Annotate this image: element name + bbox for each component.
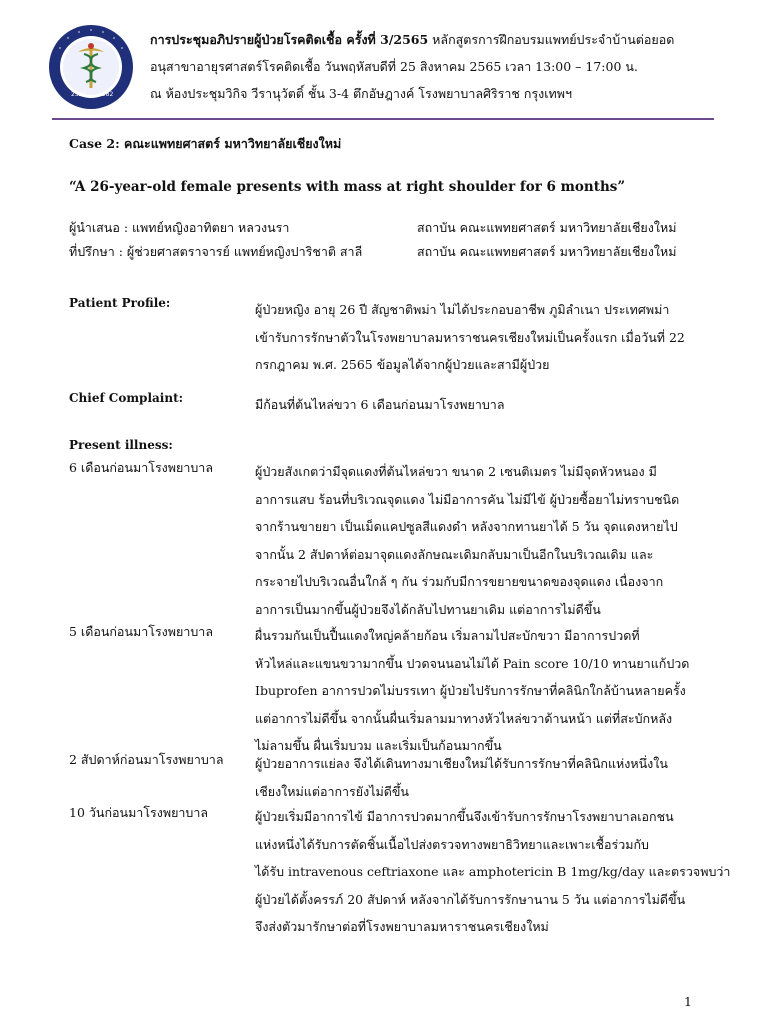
association-logo — [48, 24, 134, 110]
timeline-body — [255, 622, 705, 760]
chief-complaint-text: มีก้อนที่ต้นไหล่ขวา 6 เดือนก่อนมาโรงพยาบาล — [255, 397, 505, 412]
timeline-line: แห่งหนึ่งได้รับการตัดชิ้นเนื้อไปส่งตรวจทางพยาธิวิทยาและเพาะเชื้อร่วมกับ — [255, 836, 649, 852]
patient-profile-label: Patient Profile: — [69, 296, 171, 310]
timeline-line: หัวไหล่และแขนขวามากขึ้น ปวดจนนอนไม่ได้ Pain score 10/10 ทานยาแก้ปวด — [255, 655, 690, 671]
timeline-line: ผู้ป่วยเริ่มมีอาการไข้ มีอาการปวดมากขึ้นจึงเข้ารับการรักษาโรงพยาบาลเอกชน — [255, 809, 674, 824]
timeline-body — [255, 750, 705, 805]
timeline-label: 2 สัปดาห์ก่อนมาโรงพยาบาล — [69, 752, 224, 767]
header-line-1-rest: หลักสูตรการฝึกอบรมแพทย์ประจำบ้านต่อยอด — [428, 32, 675, 47]
patient-profile-line: เข้ารับการรักษาตัวในโรงพยาบาลมหาราชนครเชียงใหม่เป็นครั้งแรก เมื่อวันที่ 22 — [255, 329, 685, 345]
header-line-3: ณ ห้องประชุมวิกิจ วีรานุวัตติ์ ชั้น 3-4 ตึกอัษฎางค์ โรงพยาบาลศิริราช กรุงเทพฯ — [150, 86, 573, 101]
patient-profile-line: กรกฎาคม พ.ศ. 2565 ข้อมูลได้จากผู้ป่วยและสามีผู้ป่วย — [255, 357, 550, 372]
timeline-line: กระจายไปบริเวณอื่นใกล้ ๆ กัน ร่วมกับมีการขยายขนาดของจุดแดง เนื่องจาก — [255, 574, 664, 589]
timeline-label: 6 เดือนก่อนมาโรงพยาบาล — [69, 460, 213, 475]
timeline-line: อาการแสบ ร้อนที่บริเวณจุดแดง ไม่มีอาการคัน ไม่มีไข้ ผู้ป่วยซื้อยาไม่ทราบชนิด — [255, 491, 680, 507]
logo-year-right: 1982 — [98, 91, 114, 98]
chief-complaint-body — [255, 391, 705, 419]
present-illness-heading: Present illness: — [69, 438, 173, 452]
timeline-line: อาการเป็นมากขึ้นผู้ป่วยจึงได้กลับไปทานยาเดิม แต่อาการไม่ดีขึ้น — [255, 601, 601, 617]
timeline-line: ผู้ป่วยได้ตั้งครรภ์ 20 สัปดาห์ หลังจากได้รับการรักษานาน 5 วัน แต่อาการไม่ดีขึ้น — [255, 891, 686, 907]
timeline-line: ได้รับ intravenous ceftriaxone และ amphotericin B 1mg/kg/day และตรวจพบว่า — [255, 864, 731, 879]
presenter-name: ผู้นำเสนอ : แพทย์หญิงอาทิตยา หลวงนรา — [69, 220, 290, 235]
timeline-line: จึงส่งตัวมารักษาต่อที่โรงพยาบาลมหาราชนครเชียงใหม่ — [255, 919, 549, 934]
page-number: 1 — [684, 994, 692, 1009]
timeline-body — [255, 458, 705, 623]
timeline-label: 5 เดือนก่อนมาโรงพยาบาล — [69, 624, 213, 639]
advisor-row — [69, 242, 709, 266]
patient-profile-body — [255, 296, 705, 379]
header-line-1-bold: การประชุมอภิปรายผู้ป่วยโรคติดเชื้อ ครั้งที่ 3/2565 — [150, 32, 429, 47]
header-line-1 — [150, 26, 750, 53]
case-title: Case 2: คณะแพทยศาสตร์ มหาวิทยาลัยเชียงใหม่ — [69, 136, 342, 151]
timeline-line: เชียงใหม่แต่อาการยังไม่ดีขึ้น — [255, 783, 409, 799]
timeline-line: แต่อาการไม่ดีขึ้น จากนั้นผื่นเริ่มลามมาทางหัวไหล่ขวาด้านหน้า แต่ที่สะบักหลัง — [255, 710, 673, 726]
timeline-line: ผู้ป่วยอาการแย่ลง จึงได้เดินทางมาเชียงใหม่ได้รับการรักษาที่คลินิกแห่งหนึ่งใน — [255, 756, 668, 771]
patient-profile-line: ผู้ป่วยหญิง อายุ 26 ปี สัญชาติพม่า ไม่ได้ประกอบอาชีพ ภูมิลำเนา ประเทศพม่า — [255, 302, 670, 317]
timeline-line: ผู้ป่วยสังเกตว่ามีจุดแดงที่ต้นไหล่ขวา ขนาด 2 เซนติเมตร ไม่มีจุดหัวหนอง มี — [255, 464, 657, 479]
timeline-line: จากนั้น 2 สัปดาห์ต่อมาจุดแดงลักษณะเดิมกลับมาเป็นอีกในบริเวณเดิม และ — [255, 546, 654, 562]
timeline-line: ไม่ลามขึ้น ผื่นเริ่มบวม และเริ่มเป็นก้อนมากขึ้น — [255, 738, 502, 753]
chief-complaint-label: Chief Complaint: — [69, 391, 184, 405]
timeline-label: 10 วันก่อนมาโรงพยาบาล — [69, 805, 209, 820]
timeline-body — [255, 803, 731, 941]
timeline-line: Ibuprofen อาการปวดไม่บรรเทา ผู้ป่วยไปรับการรักษาที่คลินิกใกล้บ้านหลายครั้ง — [255, 683, 686, 698]
presenter-row — [69, 218, 709, 242]
logo-year-left: 2525 — [71, 91, 87, 98]
people-block — [69, 218, 709, 266]
advisor-institution: สถาบัน คณะแพทยศาสตร์ มหาวิทยาลัยเชียงใหม่ — [417, 244, 677, 259]
timeline-line: จากร้านขายยา เป็นเม็ดแคปซูลสีแดงดำ หลังจากทานยาได้ 5 วัน จุดแดงหายไป — [255, 519, 678, 534]
presenter-institution: สถาบัน คณะแพทยศาสตร์ มหาวิทยาลัยเชียงใหม่ — [417, 220, 677, 235]
header-divider — [52, 118, 714, 120]
advisor-name: ที่ปรึกษา : ผู้ช่วยศาสตราจารย์ แพทย์หญิงปาริชาติ สาลี — [69, 244, 363, 259]
header — [150, 26, 750, 107]
case-quote-title: “A 26-year-old female presents with mass at right shoulder for 6 months” — [69, 179, 626, 195]
timeline-line: ผื่นรวมกันเป็นปื้นแดงใหญ่คล้ายก้อน เริ่มลามไปสะบักขวา มีอาการปวดที่ — [255, 628, 640, 643]
header-line-2: อนุสาขาอายุรศาสตร์โรคติดเชื้อ วันพฤหัสบดีที่ 25 สิงหาคม 2565 เวลา 13:00 – 17:00 น. — [150, 59, 638, 74]
